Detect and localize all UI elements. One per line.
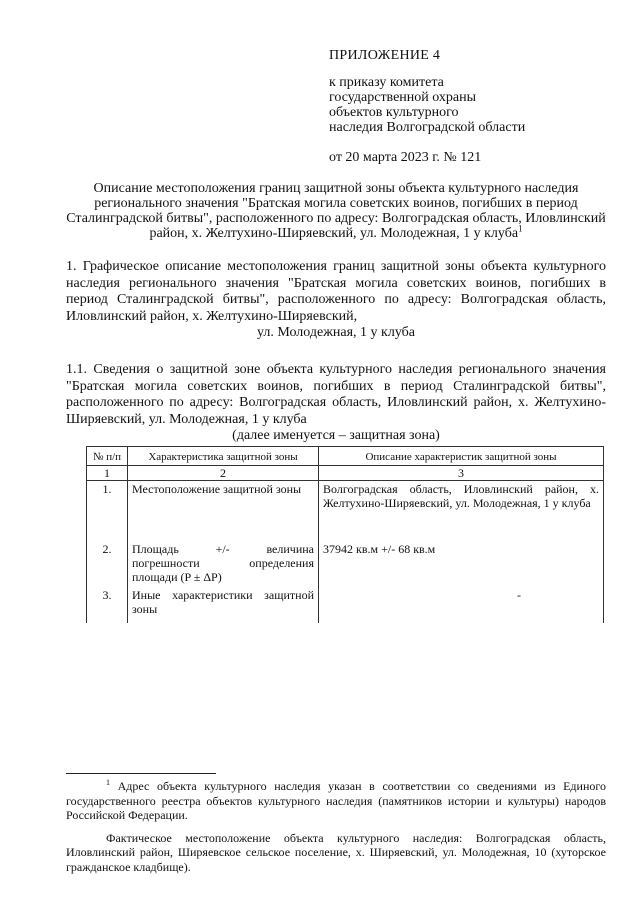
table-row: [87, 481, 604, 540]
appendix-line: наследия Волгоградской области: [329, 120, 526, 135]
table-cell-characteristic: Местоположение защитной зоны: [128, 481, 319, 540]
appendix-block: [329, 48, 629, 165]
table-row: [87, 587, 604, 623]
appendix-title: ПРИЛОЖЕНИЕ 4: [329, 48, 441, 63]
table-cell-characteristic: Площадь +/- величина погрешности определения площади (P ± ΔP): [128, 539, 319, 587]
table-cell-description: 37942 кв.м +/- 68 кв.м: [319, 539, 604, 587]
footnote-1: [66, 779, 606, 823]
section-1-text: 1. Графическое описание местоположения границ защитной зоны объекта культурного наследия регионального значения "Братская могила советских воинов, погибших в период Сталинградской битвы", расположенного по адресу: Волгоградская область, Иловлинский район, х. Желтухино-Ширяевский,: [66, 259, 606, 324]
footnote-mark: 1: [106, 778, 110, 787]
footnotes-block: [66, 779, 606, 874]
table-cell-description: -: [319, 587, 604, 623]
table-header-cell: Характеристика защитной зоны: [128, 447, 319, 466]
table-column-number: 2: [128, 466, 319, 481]
table-header-cell: № п/п: [87, 447, 128, 466]
appendix-line: государственной охраны: [329, 90, 477, 105]
section-1-graphic-description: [66, 259, 606, 342]
table-cell-characteristic: Иные характеристики защитной зоны: [128, 587, 319, 623]
table-column-number: 1: [87, 466, 128, 481]
section-1-last-line: ул. Молодежная, 1 у клуба: [257, 325, 415, 340]
zone-characteristics-table: [86, 446, 604, 623]
table-header-cell: Описание характеристик защитной зоны: [319, 447, 604, 466]
footnote-2: [66, 831, 606, 875]
appendix-line: к приказу комитета: [329, 75, 444, 90]
appendix-line: объектов культурного: [329, 105, 459, 120]
footnote-reference: 1: [518, 223, 523, 234]
footnote-separator: [66, 773, 216, 774]
table-header-row: [87, 447, 604, 466]
document-title: [66, 181, 606, 241]
table-cell-description: Волгоградская область, Иловлинский район, х. Желтухино-Ширяевский, ул. Молодежная, 1 у клуба: [319, 481, 604, 540]
section-1-1-zone-info: [66, 362, 606, 445]
section-1-1-last-line: (далее именуется – защитная зона): [232, 428, 440, 443]
footnote-1-text: Адрес объекта культурного наследия указан в соответствии со сведениями из Единого государственного реестра объектов культурного наследия (памятников истории и культуры) народов Российской Федерации.: [66, 779, 607, 822]
table-cell-number: 2.: [87, 539, 128, 587]
table-row: [87, 539, 604, 587]
table-column-number: 3: [319, 466, 604, 481]
table-column-number-row: [87, 466, 604, 481]
document-title-text: Описание местоположения границ защитной зоны объекта культурного наследия регионального значения "Братская могила советских воинов, погибших в период Сталинградской битвы", расположенного по адресу: Волгоградская область, Иловлинский район, х. Желтухино-Ширяевский, ул. Молодежная, 1 у клуба: [66, 181, 606, 241]
table-cell-number: 3.: [87, 587, 128, 623]
appendix-date: от 20 марта 2023 г. № 121: [329, 150, 482, 165]
section-1-1-text: 1.1. Сведения о защитной зоне объекта культурного наследия регионального значения "Братская могила советских воинов, погибших в период Сталинградской битвы", расположенного по адресу: Волгоградская область, Иловлинский район, х. Желтухино-Ширяевский, ул. Молодежная, 1 у клуба: [66, 362, 606, 427]
table-cell-number: 1.: [87, 481, 128, 540]
footnote-2-text: Фактическое местоположение объекта культурного наследия: Волгоградская область, Иловлинский район, Ширяевское сельское поселение, х. Ширяевский, ул. Молодежная, 10 (хуторское гражданское кладбище).: [66, 830, 606, 874]
